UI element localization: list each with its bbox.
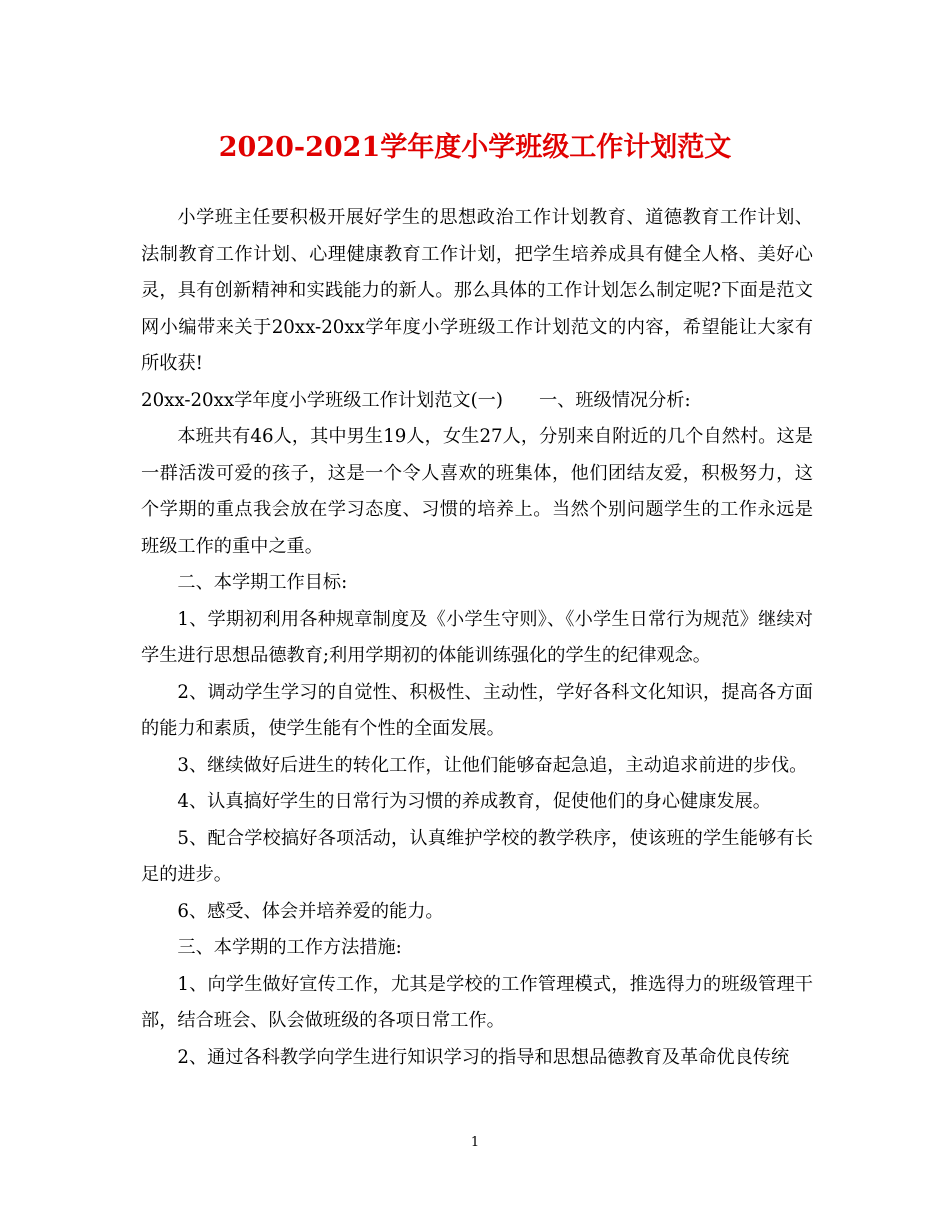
goal-item-3: 3、继续做好后进生的转化工作，让他们能够奋起急追，主动追求前进的步伐。 xyxy=(177,754,808,776)
goal-item-6: 6、感受、体会并培养爱的能力。 xyxy=(177,900,444,922)
document-body xyxy=(141,200,813,1076)
document-title: 2020-2021学年度小学班级工作计划范文 xyxy=(218,132,732,163)
section-heading-title: 20xx-20xx学年度小学班级工作计划范文(一) xyxy=(141,389,503,411)
section-heading-subtitle: 一、班级情况分析: xyxy=(538,389,691,411)
goal-item-1: 1、学期初利用各种规章制度及《小学生守则》、《小学生日常行为规范》继续对学生进行思想品德教育;利用学期初的体能训练强化的学生的纪律观念。 xyxy=(141,608,813,666)
method-item-2: 2、通过各科教学向学生进行知识学习的指导和思想品德教育及革命优良传统 xyxy=(177,1046,790,1068)
class-analysis-paragraph: 本班共有46人，其中男生19人，女生27人，分别来自附近的几个自然村。这是一群活泼可爱的孩子，这是一个令人喜欢的班集体，他们团结友爱，积极努力，这个学期的重点我会放在学习态度、习惯的培养上。当然个别问题学生的工作永远是班级工作的重中之重。 xyxy=(141,426,813,557)
goal-item-4: 4、认真搞好学生的日常行为习惯的养成教育，促使他们的身心健康发展。 xyxy=(177,791,771,812)
goal-item-5: 5、配合学校搞好各项活动，认真维护学校的教学秩序，使该班的学生能够有长足的进步。 xyxy=(141,827,813,885)
method-item-1: 1、向学生做好宣传工作，尤其是学校的工作管理模式，推选得力的班级管理干部，结合班会、队会做班级的各项日常工作。 xyxy=(141,973,813,1031)
page-number: 1 xyxy=(470,1135,480,1150)
goal-item-2: 2、调动学生学习的自觉性、积极性、主动性，学好各科文化知识，提高各方面的能力和素质，使学生能有个性的全面发展。 xyxy=(141,681,813,739)
goals-heading: 二、本学期工作目标: xyxy=(177,572,348,593)
intro-paragraph: 小学班主任要积极开展好学生的思想政治工作计划教育、道德教育工作计划、法制教育工作计划、心理健康教育工作计划，把学生培养成具有健全人格、美好心灵，具有创新精神和实践能力的新人。那么具体的工作计划怎么制定呢?下面是范文网小编带来关于20xx-20xx学年度小学班级工作计划范文的内容，希望能让大家有所收获! xyxy=(141,207,813,374)
section-heading xyxy=(141,383,813,420)
methods-heading: 三、本学期的工作方法措施: xyxy=(177,937,402,958)
